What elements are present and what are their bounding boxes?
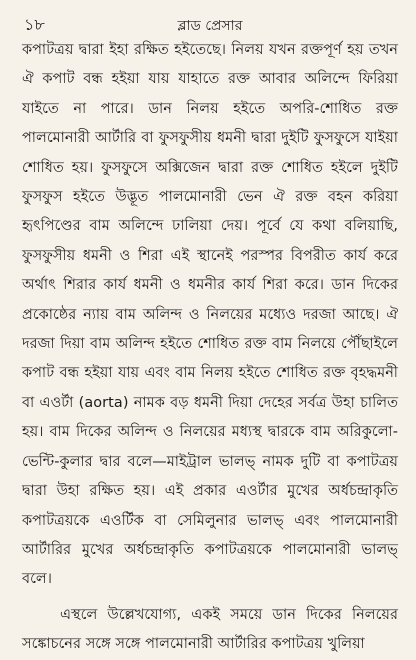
running-title: ব্লাড প্রেসার [177,18,243,34]
body-text [22,36,398,660]
page-number: ১৮ [24,15,45,34]
page-header [22,6,398,36]
paragraph-2: এস্থলে উল্লেখযোগ্য, একই সময়ে ডান দিকের নিলয়ের সঙ্কোচনের সঙ্গে সঙ্গে পালমোনারী আর্টারির কপাটত্রয় খুলিয়া [22,606,398,653]
paragraph-1: কপাটত্রয় দ্বারা ইহা রক্ষিত হইতেছে। নিলয় যখন রক্তপূর্ণ হয় তখন ঐ কপাট বন্ধ হইয়া যায় যাহাতে রক্ত আবার অলিন্দে ফিরিয়া যাইতে না পারে। ডান নিলয় হইতে অপরি-শোধিত রক্ত পালমোনারী আর্টারি বা ফুসফুসীয় ধমনী দ্বারা দুইটি ফুসফুসে যাইয়া শোধিত হয়। ফুসফুসে অক্সিজেন দ্বারা রক্ত শোধিত হইলে দুইটি ফুসফুস হইতে উদ্ভূত পালমোনারী ভেন ঐ রক্ত বহন করিয়া হৃৎপিণ্ডের বাম অলিন্দে ঢালিয়া দেয়। পূর্বে যে কথা বলিয়াছি, ফুসফুসীয় ধমনী ও শিরা এই স্থানেই পরস্পর বিপরীত কার্য করে অর্থাৎ শিরার কার্য ধমনী ও ধমনীর কার্য শিরা করে। ডান দিকের প্রকোষ্ঠের ন্যায় বাম অলিন্দ ও নিলয়ের মধ্যেও দরজা আছে। ঐ দরজা দিয়া বাম অলিন্দ হইতে শোধিত রক্ত বাম নিলয়ে পৌঁছাইলে কপাট বন্ধ হইয়া যায় এবং বাম নিলয় হইতে শোধিত রক্ত বৃহদ্ধমনী বা এওর্টা (aorta) নামক বড় ধমনী দিয়া দেহের সর্বত্র উহা চালিত হয়। বাম দিকের অলিন্দ ও নিলয়ের মধ্যস্থ দ্বারকে বাম অরিকুলো-ভেন্টি-কুলার দ্বার বলে—মাইট্রাল ভালভ্ নামক দুটি বা কপাটত্রয় দ্বারা উহা রক্ষিত হয়। এই প্রকার এওর্টার মুখের অর্ধচন্দ্রাকৃতি কপাটত্রয়কে এওর্টিক বা সেমিলুনার ভালভ্ এবং পালমোনারী আর্টারির মুখের অর্ধচন্দ্রাকৃতি কপাটত্রয়কে পালমোনারী ভালভ্ বলে। [22,42,398,588]
